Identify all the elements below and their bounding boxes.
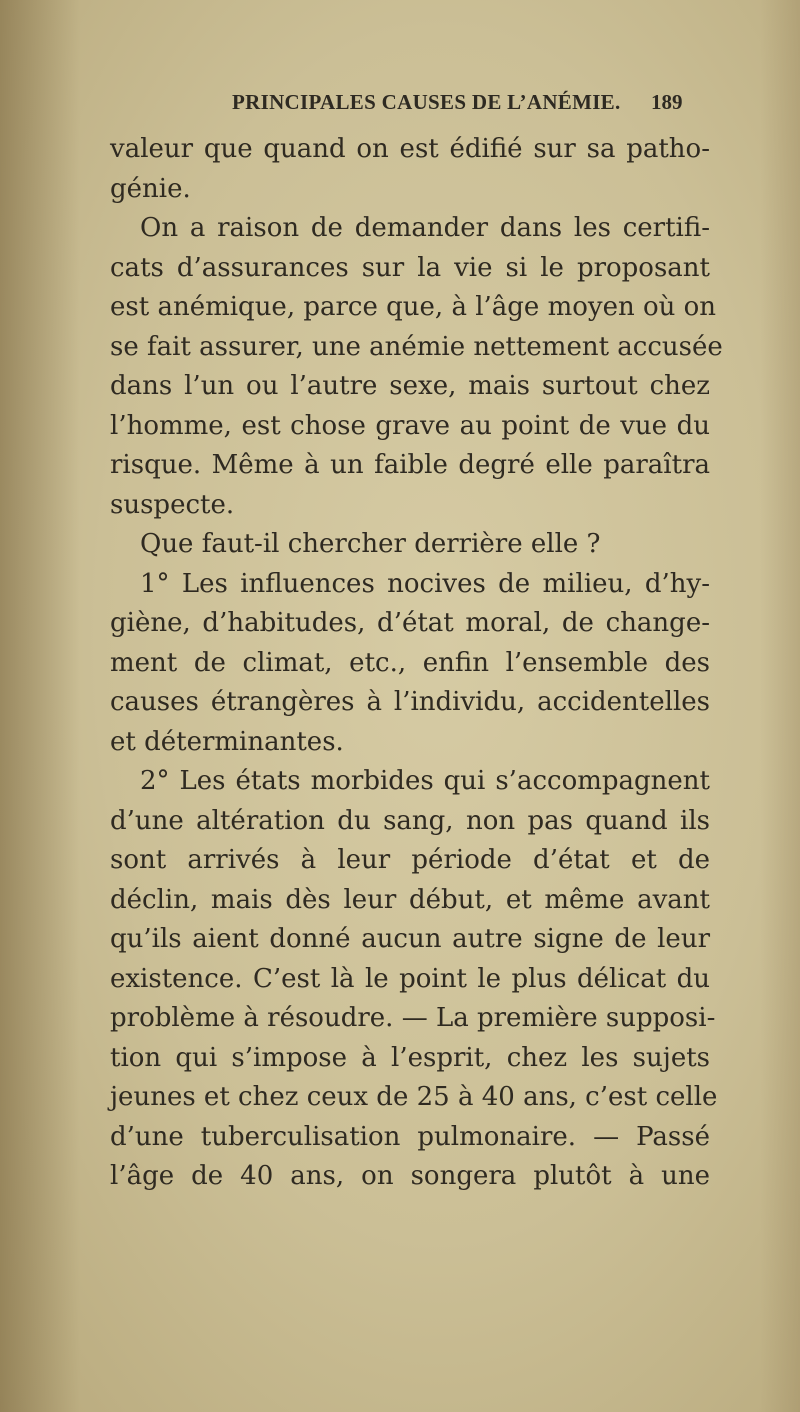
text-line: se fait assurer, une anémie nettement accusée — [110, 331, 723, 362]
text-line: d’une altération du sang, non pas quand ils — [110, 805, 710, 836]
text-line: valeur que quand on est édifié sur sa patho- — [110, 134, 710, 164]
text-line: ment de climat, etc., enfin l’ensemble des — [110, 647, 710, 678]
body-text — [110, 130, 723, 1197]
text-line: qu’ils aient donné aucun autre signe de leur — [110, 924, 710, 954]
text-line: est anémique, parce que, à l’âge moyen où on — [110, 292, 717, 322]
text-line: On a raison de demander dans les certifi- — [140, 213, 710, 243]
text-line: cats d’assurances sur la vie si le proposant — [110, 252, 710, 283]
text-line: tion qui s’impose à l’esprit, chez les sujets — [110, 1042, 710, 1073]
text-line: déclin, mais dès leur début, et même avant — [110, 884, 710, 915]
page-number: 189 — [651, 90, 683, 114]
text-line: existence. C’est là le point le plus délicat du — [110, 963, 710, 994]
running-head: PRINCIPALES CAUSES DE L’ANÉMIE. — [232, 90, 621, 114]
page-header — [0, 90, 800, 120]
text-line: l’âge de 40 ans, on songera plutôt à une — [110, 1161, 710, 1191]
text-line: d’une tuberculisation pulmonaire. — Passé — [110, 1121, 710, 1152]
text-line: et déterminantes. — [110, 726, 344, 757]
text-line: Que faut-il chercher derrière elle ? — [140, 529, 601, 559]
text-line: giène, d’habitudes, d’état moral, de change- — [110, 608, 710, 638]
text-line: sont arrivés à leur période d’état et de — [110, 845, 710, 875]
text-line: génie. — [110, 173, 191, 204]
text-line: risque. Même à un faible degré elle paraîtra — [110, 450, 710, 480]
text-line: problème à résoudre. — La première supposi- — [110, 1003, 716, 1033]
text-line: 2° Les états morbides qui s’accompagnent — [140, 766, 710, 796]
text-line: 1° Les influences nocives de milieu, d’hy- — [140, 568, 710, 599]
text-line: causes étrangères à l’individu, accidentelles — [110, 687, 710, 717]
text-line: dans l’un ou l’autre sexe, mais surtout chez — [110, 371, 710, 401]
text-line: jeunes et chez ceux de 25 à 40 ans, c’est celle — [110, 1082, 718, 1112]
text-line: suspecte. — [110, 489, 235, 520]
text-line: l’homme, est chose grave au point de vue du — [110, 410, 710, 441]
